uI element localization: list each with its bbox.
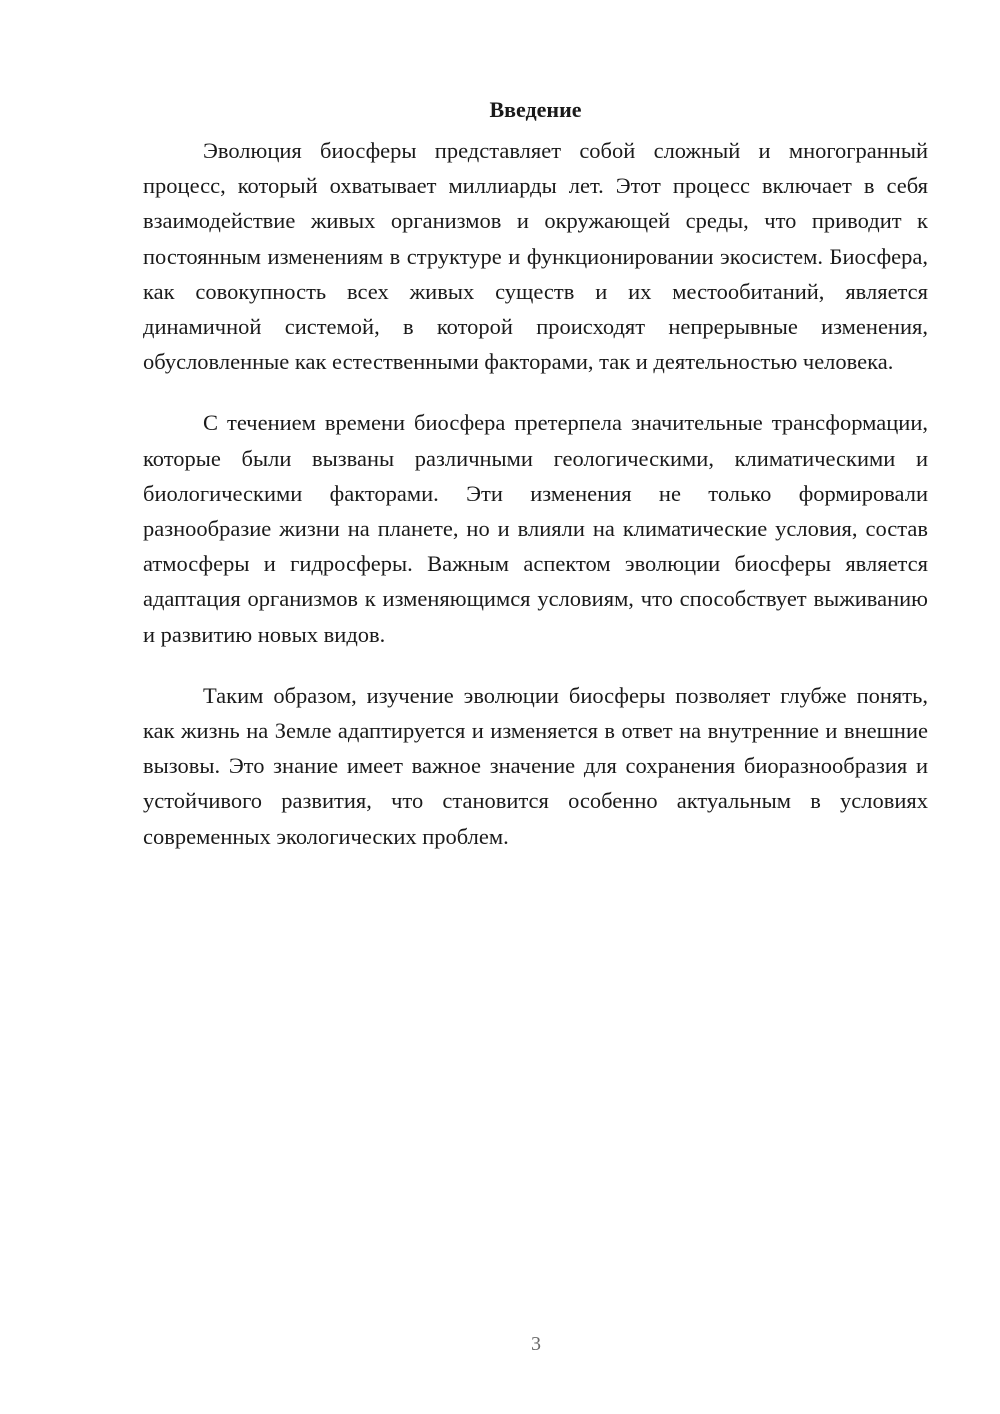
page-content (143, 92, 928, 854)
paragraph-3: Таким образом, изучение эволюции биосферы позволяет глубже понять, как жизнь на Земле адаптируется и изменяется в ответ на внутренние и внешние вызовы. Это знание имеет важное значение для сохранения биоразнообразия и устойчивого развития, что становится особенно актуальным в условиях современных экологических проблем. (143, 682, 928, 849)
section-title: Введение (489, 97, 582, 122)
page-number: 3 (531, 1333, 541, 1355)
paragraph-2: С течением времени биосфера претерпела значительные трансформации, которые были вызваны различными геологическими, климатическими и биологическими факторами. Эти изменения не только формировали разнообразие жизни на планете, но и влияли на климатические условия, состав атмосферы и гидросферы. Важным аспектом эволюции биосферы является адаптация организмов к изменяющимся условиям, что способствует выживанию и развитию новых видов. (143, 410, 928, 647)
paragraph-1: Эволюция биосферы представляет собой сложный и многогранный процесс, который охватывает миллиарды лет. Этот процесс включает в себя взаимодействие живых организмов и окружающей среды, что приводит к постоянным изменениям в структуре и функционировании экосистем. Биосфера, как совокупность всех живых существ и их местообитаний, является динамичной системой, в которой происходят непрерывные изменения, обусловленные как естественными факторами, так и деятельностью человека. (143, 138, 928, 375)
